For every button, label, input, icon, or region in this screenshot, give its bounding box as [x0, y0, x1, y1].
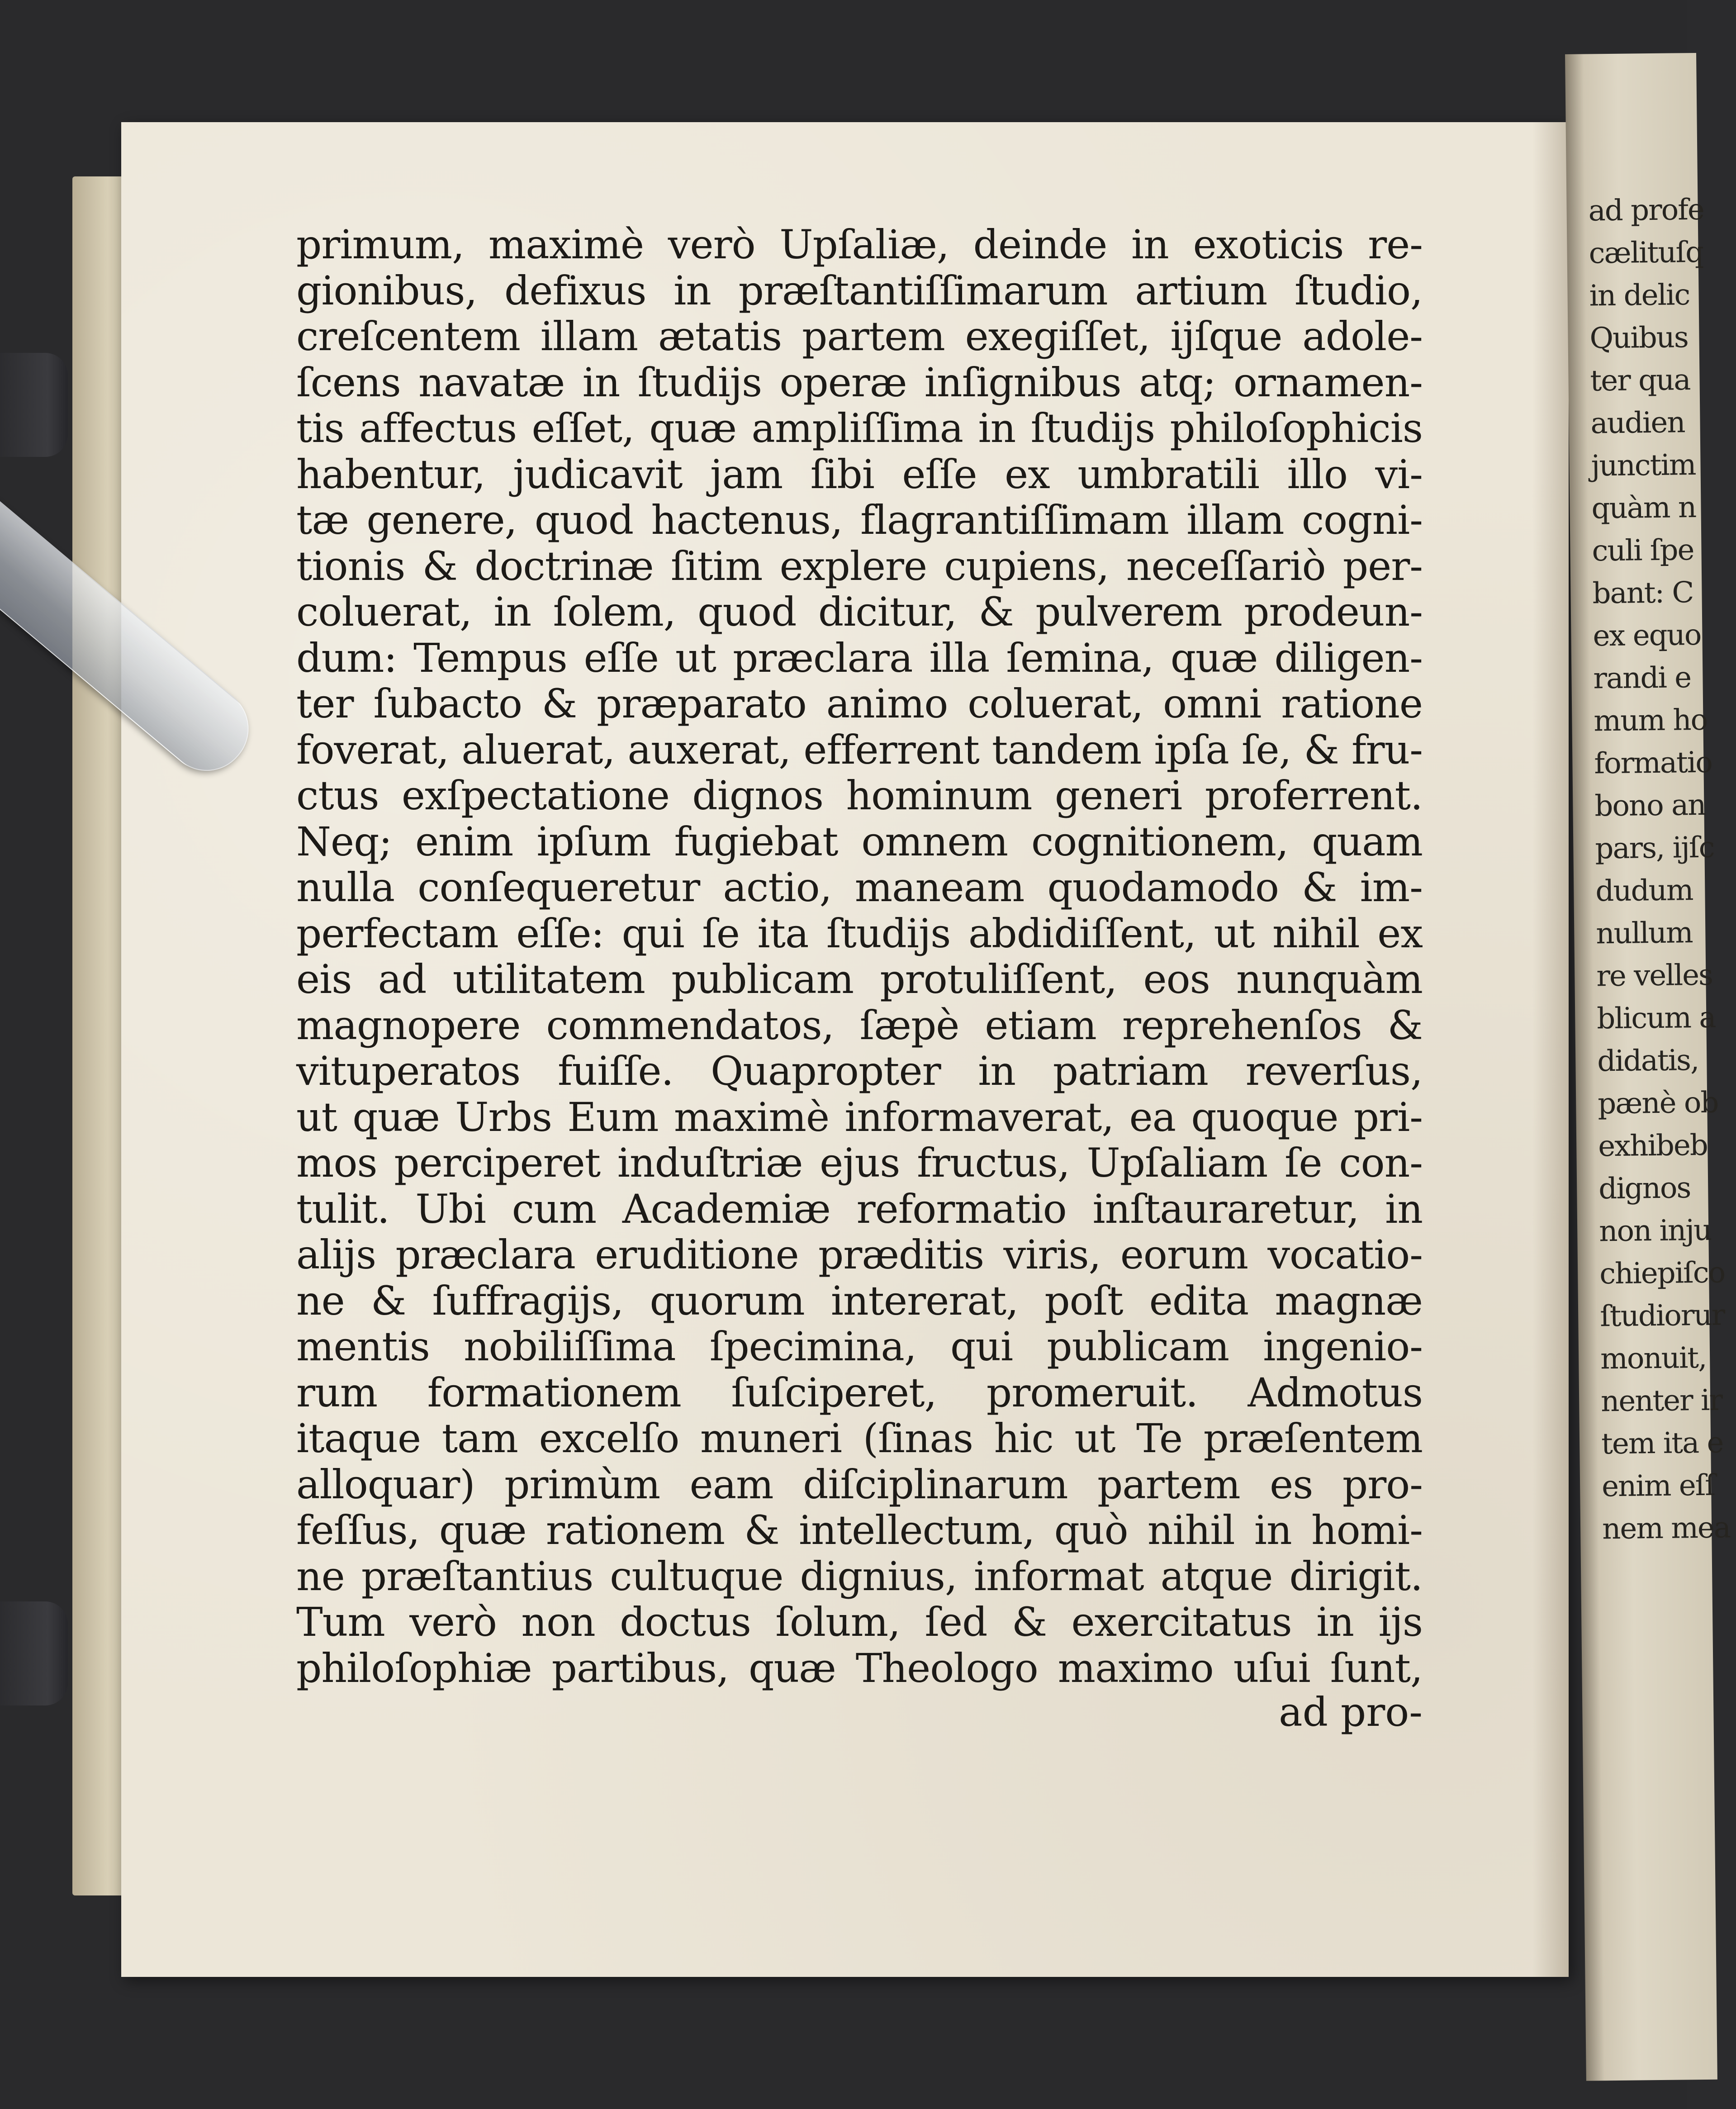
catchword: ad pro-	[1279, 1689, 1423, 1735]
text-line: ne & ſuffragijs, quorum intererat, poſt edita magnæ	[296, 1277, 1423, 1324]
text-line: tulit. Ubi cum Academiæ reformatio inſtauraretur, in	[296, 1185, 1423, 1232]
facing-page-line: monuit,	[1600, 1341, 1707, 1376]
facing-page-line: tem ita e	[1601, 1426, 1723, 1461]
facing-page-line: dudum	[1595, 874, 1693, 908]
text-line: ne præſtantius cultuque dignius, informat atque dirigit.	[296, 1553, 1423, 1600]
text-line: ſcens navatæ in ſtudijs operæ inſignibus atq; ornamen-	[296, 359, 1423, 406]
facing-page-line: audien	[1590, 406, 1685, 441]
facing-page-line: culi ſpe	[1592, 533, 1694, 568]
facing-page-line: re velles	[1596, 958, 1713, 993]
text-line: itaque tam excelſo muneri (ſinas hic ut Te præſentem	[296, 1415, 1423, 1462]
text-line: mentis nobiliſſima ſpecimina, qui publicam ingenio-	[296, 1323, 1423, 1370]
text-line: Tum verò non doctus ſolum, ſed & exercitatus in ijs	[296, 1599, 1423, 1645]
text-line: nulla conſequeretur actio, maneam quodamodo & im-	[296, 864, 1423, 911]
facing-page-line: junctim	[1591, 448, 1696, 483]
facing-page-line: non inju	[1598, 1213, 1712, 1249]
facing-page-line: quàm n	[1591, 491, 1696, 526]
text-line: ctus exſpectatione dignos hominum generi proferrent.	[296, 772, 1423, 819]
facing-page-line: exhibeb	[1598, 1128, 1708, 1164]
text-line: alloquar) primùm eam diſciplinarum partem es pro-	[296, 1461, 1423, 1508]
facing-page-line: didatis,	[1597, 1044, 1699, 1078]
facing-page	[1565, 53, 1731, 2081]
facing-page-line: enim eſſ	[1601, 1468, 1715, 1504]
text-line: primum, maximè verò Upſaliæ, deinde in exoticis re-	[296, 221, 1423, 268]
facing-page-line: pænè ob	[1597, 1086, 1718, 1121]
facing-page-line: nem mea	[1602, 1511, 1731, 1546]
facing-page-line: nenter ir	[1600, 1383, 1722, 1419]
text-line: eis ad utilitatem publicam protuliſſent, eos nunquàm	[296, 956, 1423, 1002]
text-line: ut quæ Urbs Eum maximè informaverat, ea quoque pri-	[296, 1093, 1423, 1140]
page-clip-bottom	[0, 1601, 68, 1705]
text-line: ter ſubacto & præparato animo coluerat, omni ratione	[296, 680, 1423, 727]
facing-page-line: ter qua	[1590, 363, 1690, 398]
gutter-shadow	[1532, 122, 1569, 1977]
text-line: creſcentem illam ætatis partem exegiſſet, ijſque adole-	[296, 313, 1423, 360]
text-line: vituperatos fuiſſe. Quapropter in patriam reverſus,	[296, 1048, 1423, 1094]
text-line: habentur, judicavit jam ſibi eſſe ex umbratili illo vi-	[296, 451, 1423, 498]
facing-page-line: nullum	[1595, 916, 1693, 951]
text-line: dum: Tempus eſſe ut præclara illa ſemina, quæ diligen-	[296, 634, 1423, 681]
facing-page-line: pars, ijſc	[1595, 831, 1714, 866]
text-line: tionis & doctrinæ ſitim explere cupiens, neceſſariò per-	[296, 542, 1423, 589]
facing-page-line: Quibus	[1589, 321, 1689, 356]
text-line: feſſus, quæ rationem & intellectum, quò nihil in homi-	[296, 1507, 1423, 1553]
facing-page-line: blicum a	[1596, 1001, 1716, 1036]
text-line: mos perciperet induſtriæ ejus fructus, Upſaliam ſe con-	[296, 1140, 1423, 1186]
facing-page-line: cælituſq	[1589, 235, 1703, 271]
facing-page-line: bant: C	[1592, 576, 1693, 611]
page-clip-top	[0, 353, 68, 457]
facing-page-text	[1588, 189, 1730, 1551]
text-line: Neq; enim ipſum fugiebat omnem cognitionem, quam	[296, 818, 1423, 865]
text-line: gionibus, defixus in præſtantiſſimarum artium ſtudio,	[296, 267, 1423, 314]
facing-page-line: mum ho	[1594, 703, 1708, 738]
page-text-block	[296, 222, 1423, 1691]
facing-page-line: ex equo	[1593, 618, 1701, 653]
text-line: tis affectus eſſet, quæ ampliſſima in ſtudijs philoſophicis	[296, 405, 1423, 451]
facing-page-line: randi e	[1593, 661, 1691, 696]
facing-page-line: dignos	[1598, 1171, 1691, 1206]
facing-page-line: ſtudiorur	[1599, 1298, 1725, 1334]
text-line: coluerat, in ſolem, quod dicitur, & pulverem prodeun-	[296, 589, 1423, 635]
text-line: tæ genere, quod hactenus, flagrantiſſimam illam cogni-	[296, 497, 1423, 543]
facing-page-line: bono an	[1594, 788, 1706, 823]
facing-page-line: formatio	[1594, 746, 1712, 781]
text-line: perfectam eſſe: qui ſe ita ſtudijs abdidiſſent, ut nihil ex	[296, 910, 1423, 957]
text-line: alijs præclara eruditione præditis viris, eorum vocatio-	[296, 1231, 1423, 1278]
text-line: foverat, aluerat, auxerat, efferrent tandem ipſa ſe, & fru-	[296, 726, 1423, 773]
facing-page-line: chiepiſco	[1599, 1256, 1725, 1291]
text-line: philoſophiæ partibus, quæ Theologo maximo uſui ſunt,	[296, 1644, 1423, 1691]
facing-page-line: in delic	[1589, 278, 1690, 313]
text-line: magnopere commendatos, ſæpè etiam reprehenſos &	[296, 1002, 1423, 1049]
text-line: rum formationem ſuſciperet, promeruit. Admotus	[296, 1369, 1423, 1416]
facing-page-line: ad profe	[1588, 193, 1704, 228]
